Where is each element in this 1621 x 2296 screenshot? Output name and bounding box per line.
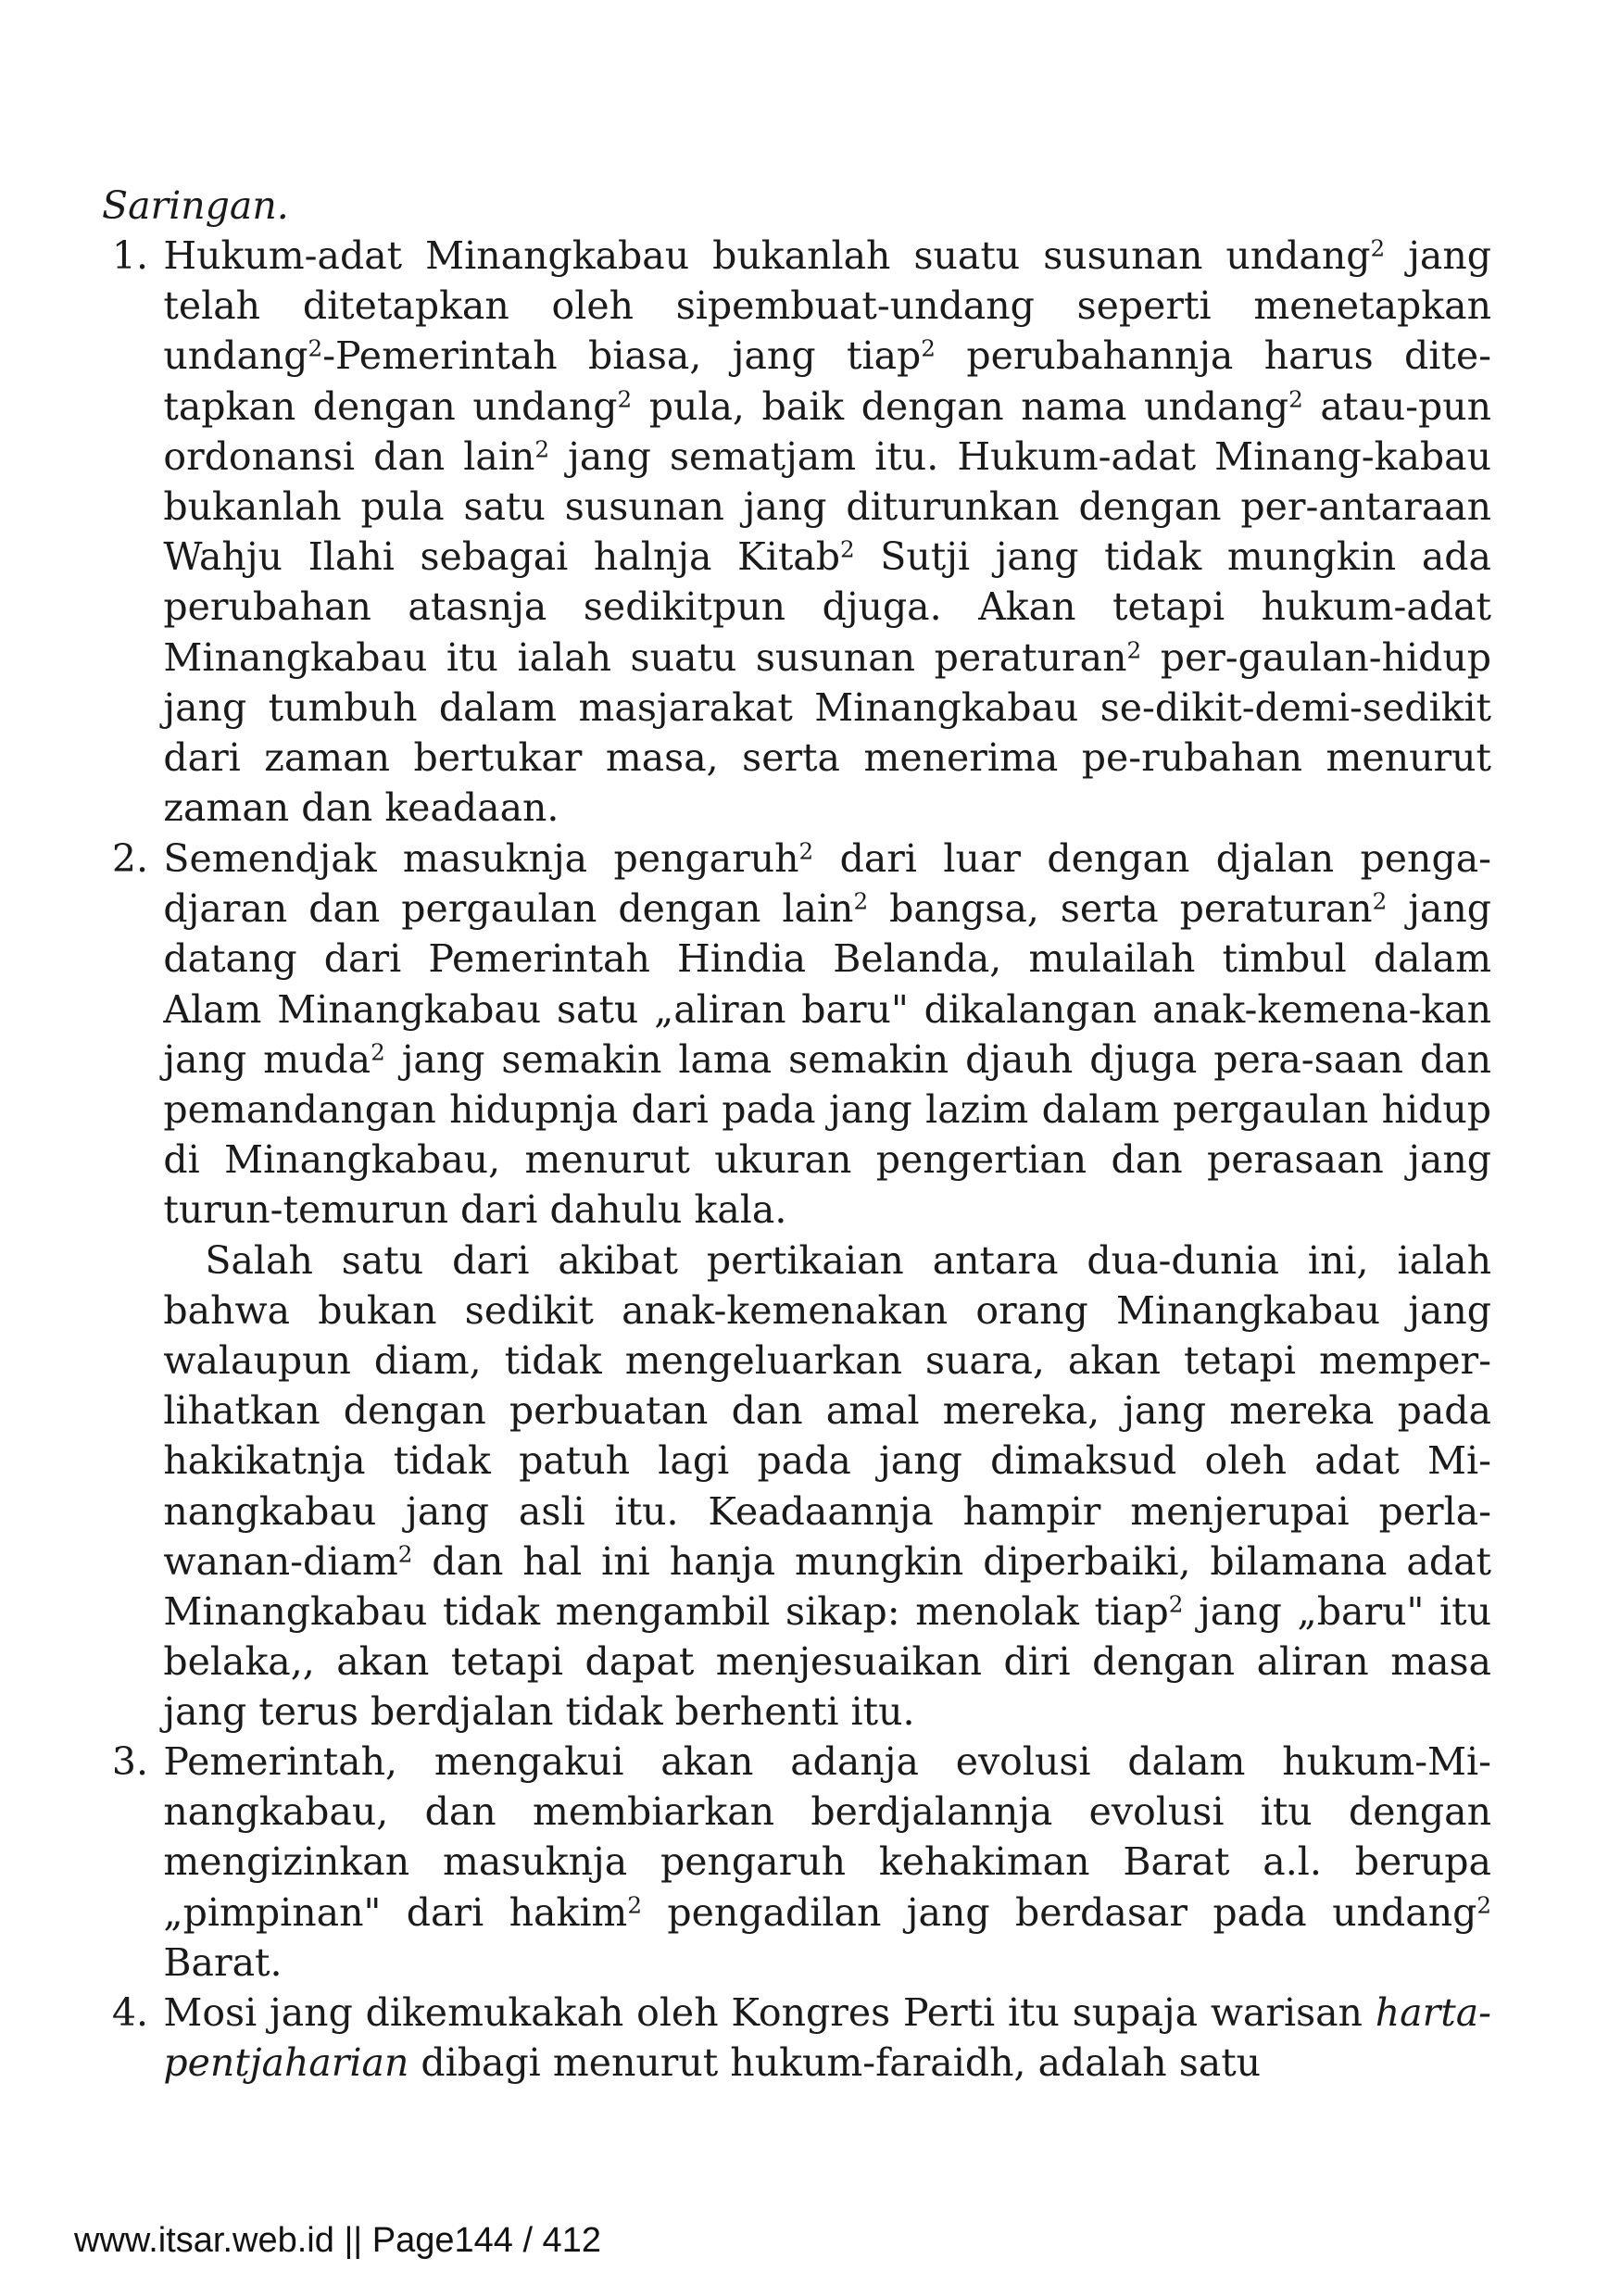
list-item-1 — [102, 231, 1491, 833]
list-item-4 — [102, 1988, 1491, 2088]
list-item-2 — [102, 834, 1491, 1738]
list-number: 3. — [111, 1739, 148, 1784]
page-footer: www.itsar.web.id || Page144 / 412 — [74, 2221, 601, 2260]
list-number: 2. — [111, 836, 148, 881]
paragraph: Mosi jang dikemukakah oleh Kongres Perti itu supaja warisan harta-pentjaharian dibagi menurut hukum-faraidh, adalah satu — [163, 1990, 1491, 2086]
list-number: 1. — [111, 233, 148, 278]
paragraph: Pemerintah, mengakui akan adanja evolusi dalam hukum-Mi-nangkabau, dan membiarkan berdjalannja evolusi itu dengan mengizinkan masuknja pengaruh kehakiman Barat a.l. berupa „pimpinan" dari hakim$^2$ pengadilan jang berdasar pada undang$^2$ Barat. — [163, 1739, 1492, 1985]
paragraph: Semendjak masuknja pengaruh$^2$ dari luar dengan djalan penga-djaran dan pergaulan dengan lain$^2$ bangsa, serta peraturan$^2$ jang datang dari Pemerintah Hindia Belanda, mulailah timbul dalam Alam Minangkabau satu „aliran baru" dikalangan anak-kemena-kan jang muda$^2$ jang semakin lama semakin djauh djuga pera-saan dan pemandangan hidupnja dari pada jang lazim dalam pergaulan hidup di Minangkabau, menurut ukuran pengertian dan perasaan jang turun-temurun dari dahulu kala. — [163, 836, 1492, 1233]
list-item-3 — [102, 1737, 1491, 1988]
paragraph: Salah satu dari akibat pertikaian antara dua-dunia ini, ialah bahwa bukan sedikit anak-kemenakan orang Minangkabau jang walaupun diam, tidak mengeluarkan suara, akan tetapi memper-lihatkan dengan perbuatan dan amal mereka, jang mereka pada hakikatnja tidak patuh lagi pada jang dimaksud oleh adat Mi-nangkabau jang asli itu. Keadaannja hampir menjerupai perla-wanan-diam$^2$ dan hal ini hanja mungkin diperbaiki, bilamana adat Minangkabau tidak mengambil sikap: menolak tiap$^2$ jang „baru" itu belaka,, akan tetapi dapat menjesuaikan diri dengan aliran masa jang terus berdjalan tidak berhenti itu. — [163, 1237, 1492, 1735]
section-heading: Saringan. — [102, 183, 289, 228]
list-number: 4. — [111, 1990, 148, 2035]
paragraph: Hukum-adat Minangkabau bukanlah suatu susunan undang$^2$ jang telah ditetapkan oleh sipembuat-undang seperti menetapkan undang$^2$-Pemerintah biasa, jang tiap$^2$ perubahannja harus dite-tapkan dengan undang$^2$ pula, baik dengan nama undang$^2$ atau-pun ordonansi dan lain$^2$ jang sematjam itu. Hukum-adat Minang-kabau bukanlah pula satu susunan jang diturunkan dengan per-antaraan Wahju Ilahi sebagai halnja Kitab$^2$ Sutji jang tidak mungkin ada perubahan atasnja sedikitpun djuga. Akan tetapi hukum-adat Minangkabau itu ialah suatu susunan peraturan$^2$ per-gaulan-hidup jang tumbuh dalam masjarakat Minangkabau se-dikit-demi-sedikit dari zaman bertukar masa, serta menerima pe-rubahan menurut zaman dan keadaan. — [163, 233, 1492, 831]
